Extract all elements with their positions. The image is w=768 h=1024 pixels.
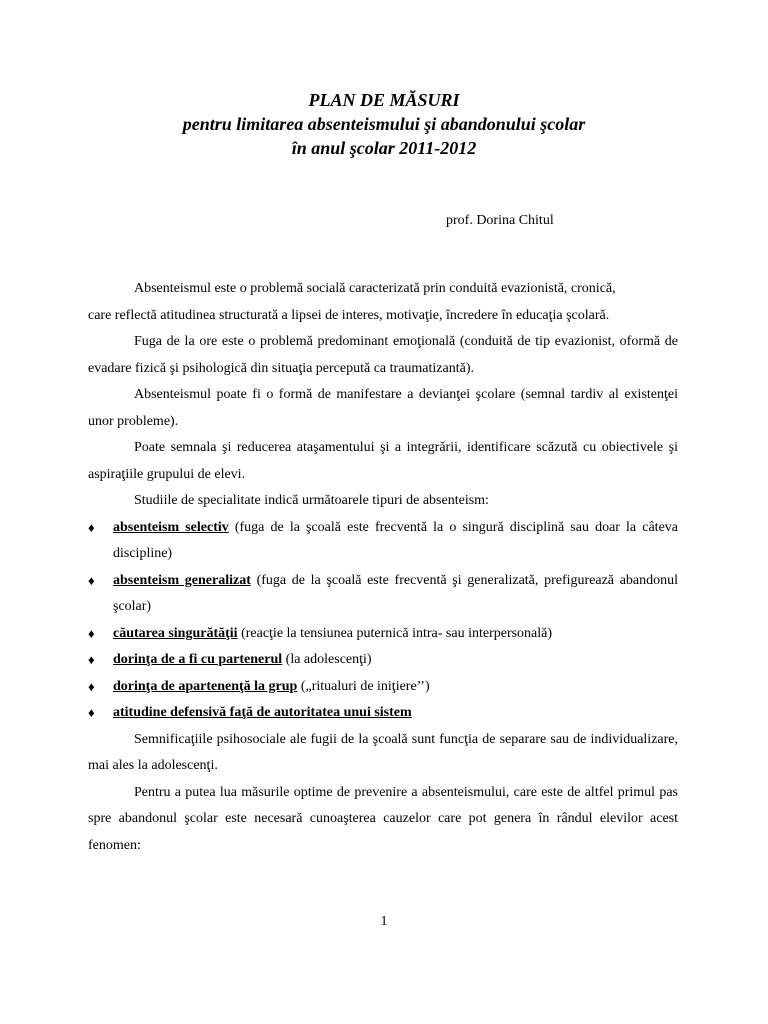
paragraph-prevention: Pentru a putea lua măsurile optime de prevenire a absenteismului, care este de altfel primul pas spre abandonul şcolar este necesară cunoaşterea cauzelor care pot genera în rândul elevilor acest fenomen:	[88, 784, 678, 853]
absenteeism-types-list	[88, 515, 678, 727]
type-detail: (la adolescenţi)	[285, 652, 372, 667]
type-term: dorinţa de a fi cu partenerul	[113, 652, 283, 667]
list-item	[88, 674, 678, 701]
type-term: atitudine defensivă faţă de autoritatea unui sistem	[113, 705, 412, 720]
type-term: absenteism selectiv	[113, 519, 229, 535]
list-item	[88, 515, 678, 568]
type-term: căutarea singurătăţii	[113, 625, 238, 641]
type-detail: (fuga de la şcoală este frecventă la o singură disciplină sau doar la câteva discipline)	[113, 519, 678, 561]
type-detail: (fuga de la şcoală este frecventă şi generalizată, prefigurează abandonul şcolar)	[113, 572, 679, 614]
title-subtitle: pentru limitarea absenteismului şi abandonului şcolar	[182, 114, 586, 134]
diamond-bullet-icon: ♦	[88, 652, 95, 667]
diamond-bullet-icon: ♦	[88, 625, 95, 641]
paragraph-escape: Fuga de la ore este o problemă predominant emoţională (conduită de tip evazionist, oformă de evadare fizică şi psihologică din situaţia percepută ca traumatizantă).	[88, 334, 678, 376]
paragraph-line: Absenteismul este o problemă socială caracterizată prin conduită evazionistă, cronică,	[134, 281, 616, 296]
diamond-bullet-icon: ♦	[88, 678, 95, 694]
paragraph-definition-continued	[88, 303, 678, 330]
list-item	[88, 700, 678, 727]
paragraph-psychosocial: Semnificaţiile psihosociale ale fugii de la şcoală sunt funcţia de separare sau de individualizare, mai ales la adolescenţi.	[88, 731, 678, 773]
list-item	[88, 647, 678, 674]
list-item	[88, 568, 678, 621]
type-term: dorinţa de apartenenţă la grup	[113, 678, 298, 694]
paragraph-definition	[88, 276, 678, 303]
title-main: PLAN DE MĂSURI	[308, 90, 460, 110]
paragraph-types-intro: Studiile de specialitate indică următoarele tipuri de absenteism:	[134, 493, 489, 508]
diamond-bullet-icon: ♦	[88, 572, 95, 588]
title-school-year: în anul şcolar 2011-2012	[291, 138, 477, 158]
diamond-bullet-icon: ♦	[88, 519, 95, 535]
page-number: 1	[380, 914, 388, 929]
diamond-bullet-icon: ♦	[88, 705, 95, 720]
paragraph-line: care reflectă atitudinea structurată a lipsei de interes, motivaţie, încredere în educaţia şcolară.	[88, 307, 610, 323]
author-name: prof. Dorina Chitul	[446, 213, 554, 228]
document-title	[0, 88, 768, 160]
type-detail: („ritualuri de iniţiere’’)	[300, 678, 430, 694]
paragraph-deviance: Absenteismul poate fi o formă de manifestare a devianţei şcolare (semnal tardiv al existenţei unor probleme).	[88, 387, 678, 429]
document-body	[88, 276, 678, 859]
list-item	[88, 621, 678, 648]
paragraph-attachment: Poate semnala şi reducerea ataşamentului şi a integrării, identificare scăzută cu obiectivele şi aspiraţiile grupului de elevi.	[88, 440, 678, 482]
type-term: absenteism generalizat	[113, 572, 251, 588]
type-detail: (reacţie la tensiunea puternică intra- sau interpersonală)	[241, 625, 553, 641]
